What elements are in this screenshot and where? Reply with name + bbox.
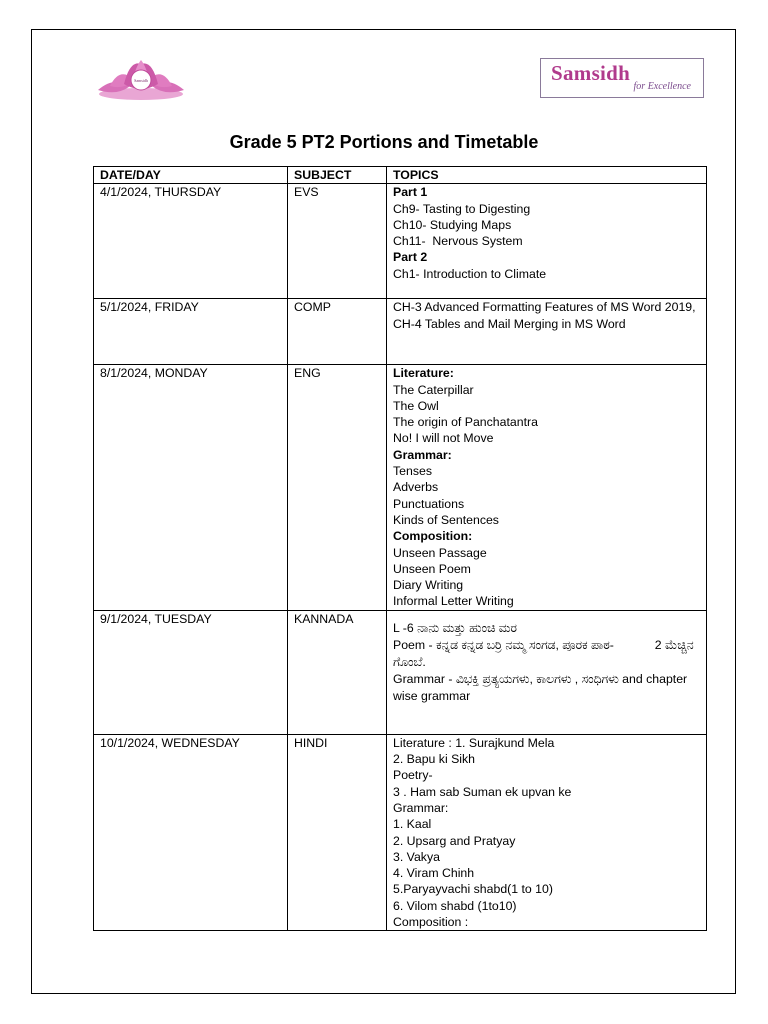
- topic-item: Grammar:: [393, 800, 449, 815]
- samsidh-logo: [540, 58, 704, 98]
- topic-item: Unseen Passage: [393, 545, 487, 560]
- page-title: Grade 5 PT2 Portions and Timetable: [229, 132, 539, 152]
- logo-brand-text: Samsidh: [551, 61, 631, 85]
- topic-item: CH-4 Tables and Mail Merging in MS Word: [393, 316, 626, 331]
- timetable: [93, 166, 707, 931]
- topic-item: Composition :: [393, 915, 469, 930]
- row-date: 5/1/2024, FRIDAY: [94, 299, 288, 365]
- row-subject: EVS: [288, 184, 387, 299]
- topic-heading: Part 1: [393, 185, 428, 200]
- header-date-day: DATE/DAY: [94, 167, 288, 184]
- topic-heading: Literature:: [393, 366, 454, 381]
- topic-item: The origin of Panchatantra: [393, 415, 538, 430]
- topic-item: 1. Kaal: [393, 817, 432, 832]
- topic-heading: Grammar:: [393, 447, 452, 462]
- topic-item: Diary Writing: [393, 578, 464, 593]
- topic-item: 4. Viram Chinh: [393, 866, 475, 881]
- header-subject: SUBJECT: [288, 167, 387, 184]
- row-topics: [387, 610, 707, 734]
- row-topics: [387, 365, 707, 610]
- logo-tagline-text: for Excellence: [633, 81, 691, 92]
- topic-item: Informal Letter Writing: [393, 594, 514, 609]
- topic-heading: Composition:: [393, 529, 473, 544]
- row-subject: KANNADA: [288, 610, 387, 734]
- topic-item: Ch9- Tasting to Digesting: [393, 201, 531, 216]
- row-date: 9/1/2024, TUESDAY: [94, 610, 288, 734]
- table-row: [94, 610, 707, 734]
- topic-item: Ch1- Introduction to Climate: [393, 266, 547, 281]
- topic-item: The Caterpillar: [393, 382, 474, 397]
- table-header-row: [94, 167, 707, 184]
- topic-item: Kinds of Sentences: [393, 512, 499, 527]
- row-date: 10/1/2024, WEDNESDAY: [94, 734, 288, 931]
- topic-item: CH-3 Advanced Formatting Features of MS Word 2019,: [393, 300, 696, 315]
- topic-item: The Owl: [393, 398, 439, 413]
- topic-item: L -6 ನಾನು ಮತ್ತು ಹುಂಚಿ ಮರ: [393, 620, 517, 635]
- topic-item: 2. Upsarg and Pratyay: [393, 833, 516, 848]
- table-row: [94, 184, 707, 299]
- topic-item: Adverbs: [393, 480, 439, 495]
- topic-item: Unseen Poem: [393, 561, 471, 576]
- topic-item: 2. Bapu ki Sikh: [393, 752, 476, 767]
- topic-item: Punctuations: [393, 496, 465, 511]
- topic-item: Poetry-: [393, 768, 433, 783]
- row-subject: COMP: [288, 299, 387, 365]
- topic-item: 3 . Ham sab Suman ek upvan ke: [393, 784, 572, 799]
- lotus-logo-text: Samsidh: [134, 78, 148, 83]
- row-subject: ENG: [288, 365, 387, 610]
- table-row: [94, 734, 707, 931]
- topic-item: No! I will not Move: [393, 431, 494, 446]
- lotus-logo-icon: [94, 56, 188, 104]
- topic-heading: Part 2: [393, 250, 428, 265]
- topic-item: Ch11- Nervous System: [393, 234, 523, 249]
- topic-item: Tenses: [393, 464, 432, 479]
- table-row: [94, 299, 707, 365]
- topic-item: Grammar - ವಿಭಕ್ತಿ ಪ್ರತ್ಯಯಗಳು, ಕಾಲಗಳು , ಸಂಧಿಗಳು and chapter wise grammar: [393, 671, 688, 703]
- row-topics: [387, 299, 707, 365]
- table-row: [94, 365, 707, 610]
- topic-item: 6. Vilom shabd (1to10): [393, 898, 517, 913]
- topic-spacer: [393, 611, 700, 620]
- topic-item: Ch10- Studying Maps: [393, 217, 512, 232]
- row-subject: HINDI: [288, 734, 387, 931]
- row-date: 4/1/2024, THURSDAY: [94, 184, 288, 299]
- topic-item: Literature : 1. Surajkund Mela: [393, 735, 555, 750]
- row-date: 8/1/2024, MONDAY: [94, 365, 288, 610]
- topic-item: 3. Vakya: [393, 849, 440, 864]
- header-topics: TOPICS: [387, 167, 707, 184]
- row-topics: [387, 184, 707, 299]
- topic-item: 5.Paryayvachi shabd(1 to 10): [393, 882, 553, 897]
- topic-item: Poem - ಕನ್ನಡ ಕನ್ನಡ ಬರ್ರಿ ನಮ್ಮ ಸಂಗಡ, ಪೂರಕ ಪಾಠ- 2 ಮೆಚ್ಚಿನ ಗೊಂಬೆ.: [393, 637, 697, 669]
- row-topics: [387, 734, 707, 931]
